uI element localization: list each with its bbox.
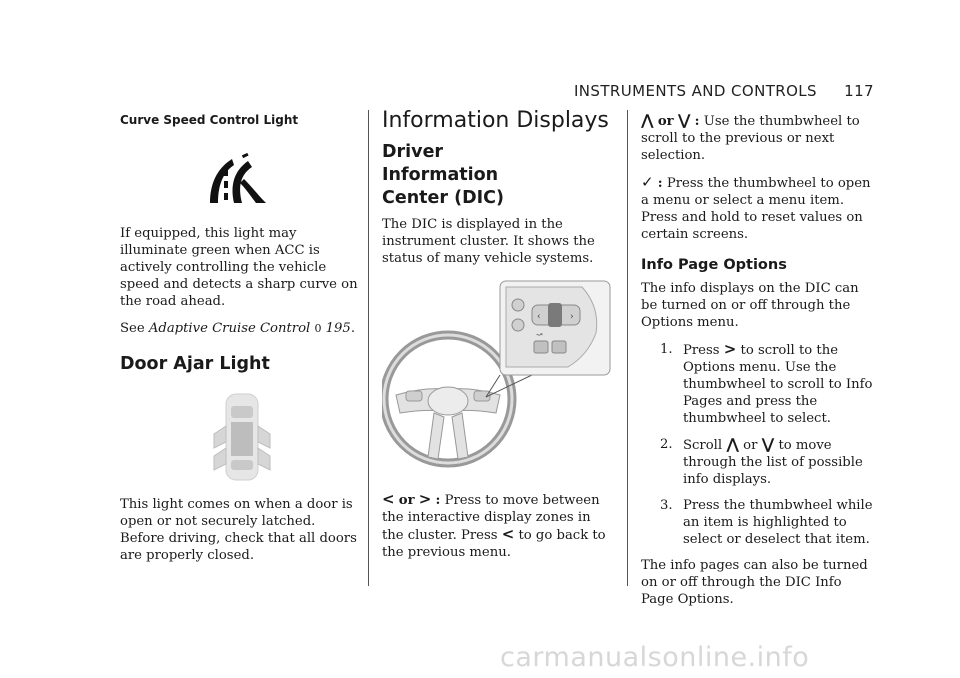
left-right-description [382,491,614,561]
step-1-text-b: to scroll to the Options menu. Use the thumbwheel to scroll to Info Pages and press the thumbwheel to select. [683,343,873,426]
step-3-number: 3. [660,498,673,513]
chevron-down-icon: ⋁ [677,111,691,129]
acc-link[interactable]: Adaptive Cruise Control [148,321,311,336]
column-1 [120,112,360,574]
see-prefix: See [120,321,145,336]
curve-speed-icon [204,151,274,211]
chevron-up-icon: ⋀ [641,111,654,129]
steering-wheel-graphic [382,277,614,485]
check-colon: : [657,176,663,191]
step-2 [641,436,877,488]
door-ajar-heading: Door Ajar Light [120,354,270,374]
acc-page[interactable]: 195 [325,321,351,336]
dic-heading: Driver Information Center (DIC) [382,142,505,208]
door-ajar-body: This light comes on when a door is open or not securely latched. Before driving, check that all doors are properly closed. [120,497,357,563]
information-displays-heading: Information Displays [382,108,609,133]
see-reference [120,320,360,337]
chevron-back-icon: < [501,525,515,543]
step-1-number: 1. [660,342,673,357]
page-header [574,82,874,100]
step-1 [641,341,877,427]
closing-paragraph: The info pages can also be turned on or off through the DIC Info Page Options. [641,558,868,607]
see-suffix: . [350,321,356,336]
chevron-left-icon: < [382,490,395,508]
door-ajar-icon [210,392,274,482]
column-divider-1 [368,110,369,586]
page-number: 117 [844,82,874,100]
up-down-description [641,112,877,164]
info-page-options-heading: Info Page Options [641,257,787,273]
steering-wheel-illustration [382,277,614,485]
ud-text: Use the thumbwheel to scroll to the previous or next selection. [641,114,860,163]
step-1-text-a: Press [683,343,720,358]
checkmark-icon: ✓ [641,173,654,191]
chevron-up-icon: ⋀ [726,435,739,453]
options-intro: The info displays on the DIC can be turned on or off through the Options menu. [641,281,859,330]
step-3 [641,497,877,548]
chevron-right-icon: > [418,490,432,508]
svg-text:⤻: ⤻ [536,330,543,339]
section-title: INSTRUMENTS AND CONTROLS [573,82,817,100]
curve-speed-heading: Curve Speed Control Light [120,113,299,127]
column-3 [641,112,877,618]
svg-text:›: › [570,312,574,322]
chevron-down-icon: ⋁ [761,435,775,453]
lr-colon: : [435,493,441,508]
column-divider-2 [627,110,628,586]
lr-text-2: to go back to the previous menu. [382,528,606,560]
lr-text-1: Press to move between the interactive display zones in the cluster. Press [382,493,600,543]
options-steps [641,341,877,548]
step-2-text-a: Scroll [683,438,723,453]
curve-speed-icon-area [120,129,360,225]
step-2-text-b: to move through the list of possible info displays. [683,438,863,487]
step-2-or: or [743,438,758,453]
svg-text:‹: ‹ [537,312,541,322]
chevron-right-icon: > [723,340,737,358]
page-arrow: 0 [314,322,322,335]
lr-or: or [398,493,415,508]
ud-or: or [657,114,674,129]
column-2 [382,108,614,571]
step-3-text: Press the thumbwheel while an item is highlighted to select or deselect that item. [683,498,873,547]
curve-speed-body: If equipped, this light may illuminate green when ACC is actively controlling the vehicle speed and detects a sharp curve on the road ahead. [120,226,358,309]
select-description [641,174,877,243]
check-text: Press the thumbwheel to open a menu or select a menu item. Press and hold to reset values on certain screens. [641,176,871,242]
dic-body: The DIC is displayed in the instrument cluster. It shows the status of many vehicle systems. [382,217,595,266]
step-2-number: 2. [660,437,673,452]
watermark: carmanualsonline.info [500,642,810,673]
door-ajar-icon-area [120,376,360,496]
ud-colon: : [694,114,700,129]
